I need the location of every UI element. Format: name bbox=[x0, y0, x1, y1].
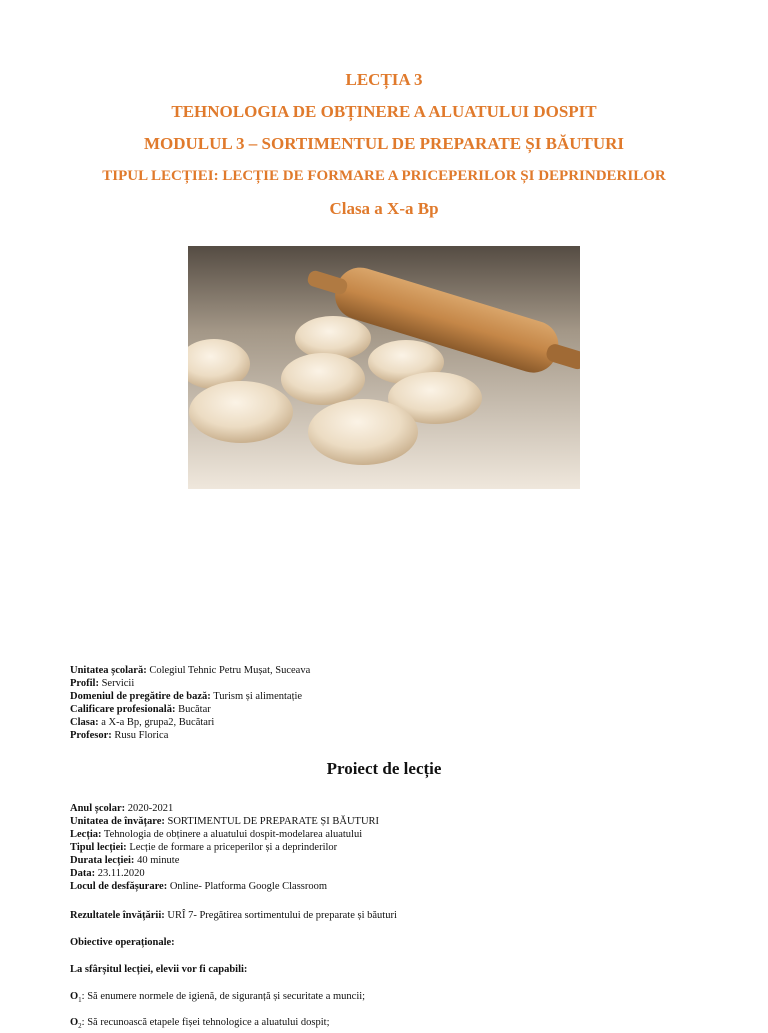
info-label: Domeniul de pregătire de bază: bbox=[70, 691, 211, 702]
info-row bbox=[70, 729, 310, 742]
info-label: Calificare profesională: bbox=[70, 704, 176, 715]
info-row bbox=[70, 703, 310, 716]
objective-subscript: 2 bbox=[78, 1022, 82, 1031]
lesson-value: Lecție de formare a priceperilor și a deprinderilor bbox=[126, 842, 338, 853]
info-row bbox=[70, 716, 310, 729]
lesson-label: Lecția: bbox=[70, 829, 102, 840]
lesson-label: Durata lecției: bbox=[70, 855, 135, 866]
lesson-topic: TEHNOLOGIA DE OBȚINERE A ALUATULUI DOSPIT bbox=[171, 102, 597, 121]
lesson-row bbox=[70, 841, 379, 854]
title-block bbox=[0, 64, 768, 219]
lesson-number: LECȚIA 3 bbox=[345, 70, 423, 89]
info-value: Turism și alimentație bbox=[210, 691, 303, 702]
info-label: Profil: bbox=[70, 678, 99, 689]
lesson-value: SORTIMENTUL DE PREPARATE ȘI BĂUTURI bbox=[164, 816, 380, 827]
lesson-label: Tipul lecției: bbox=[70, 842, 127, 853]
lesson-row bbox=[70, 815, 379, 828]
info-value: a X-a Bp, grupa2, Bucătari bbox=[98, 717, 215, 728]
info-label: Profesor: bbox=[70, 730, 112, 741]
info-label: Unitatea școlară: bbox=[70, 665, 147, 676]
dough-balls-rolling-pin-image bbox=[188, 246, 580, 489]
project-title: Proiect de lecție bbox=[326, 759, 442, 778]
objectives-heading: Obiective operaționale: bbox=[70, 937, 175, 948]
objectives-intro: La sfârșitul lecției, elevii vor fi capabili: bbox=[70, 964, 248, 975]
module-title: MODULUL 3 – SORTIMENTUL DE PREPARATE ȘI BĂUTURI bbox=[143, 134, 625, 153]
lesson-row bbox=[70, 854, 379, 867]
lesson-label: Unitatea de învățare: bbox=[70, 816, 165, 827]
lesson-value: 23.11.2020 bbox=[95, 868, 145, 879]
school-info bbox=[70, 664, 310, 742]
objective-code: O bbox=[70, 991, 79, 1002]
objective-text: : Să enumere normele de igienă, de siguranță și securitate a muncii; bbox=[81, 991, 366, 1002]
info-row bbox=[70, 690, 310, 703]
lesson-label: Anul școlar: bbox=[70, 803, 126, 814]
learning-results bbox=[70, 909, 397, 922]
lesson-row bbox=[70, 828, 379, 841]
info-row bbox=[70, 677, 310, 690]
lesson-value: 40 minute bbox=[134, 855, 180, 866]
objective-subscript: 1 bbox=[78, 996, 82, 1005]
lesson-value: Online- Platforma Google Classroom bbox=[167, 881, 328, 892]
objective-code: O bbox=[70, 1017, 79, 1028]
info-label: Clasa: bbox=[70, 717, 99, 728]
objective-1 bbox=[70, 990, 365, 1007]
info-value: Bucătar bbox=[175, 704, 211, 715]
results-value: URÎ 7- Pregătirea sortimentului de preparate și băuturi bbox=[164, 910, 397, 921]
objective-text: : Să recunoască etapele fișei tehnologice a aluatului dospit; bbox=[81, 1017, 330, 1028]
info-value: Rusu Florica bbox=[111, 730, 169, 741]
lesson-label: Data: bbox=[70, 868, 96, 879]
info-value: Colegiul Tehnic Petru Mușat, Suceava bbox=[146, 665, 311, 676]
lesson-value: 2020-2021 bbox=[125, 803, 174, 814]
lesson-value: Tehnologia de obținere a aluatului dospit-modelarea aluatului bbox=[101, 829, 363, 840]
dough-photo bbox=[188, 246, 580, 489]
class-title: Clasa a X-a Bp bbox=[329, 199, 439, 218]
lesson-row bbox=[70, 867, 379, 880]
lesson-row bbox=[70, 880, 379, 893]
lesson-row bbox=[70, 802, 379, 815]
lesson-label: Locul de desfășurare: bbox=[70, 881, 168, 892]
lesson-info bbox=[70, 802, 379, 893]
info-row bbox=[70, 664, 310, 677]
info-value: Servicii bbox=[98, 678, 135, 689]
objective-2 bbox=[70, 1016, 330, 1033]
results-label: Rezultatele învățării: bbox=[70, 910, 165, 921]
lesson-type-title: TIPUL LECȚIEI: LECȚIE DE FORMARE A PRICEPERILOR ȘI DEPRINDERILOR bbox=[102, 168, 666, 184]
